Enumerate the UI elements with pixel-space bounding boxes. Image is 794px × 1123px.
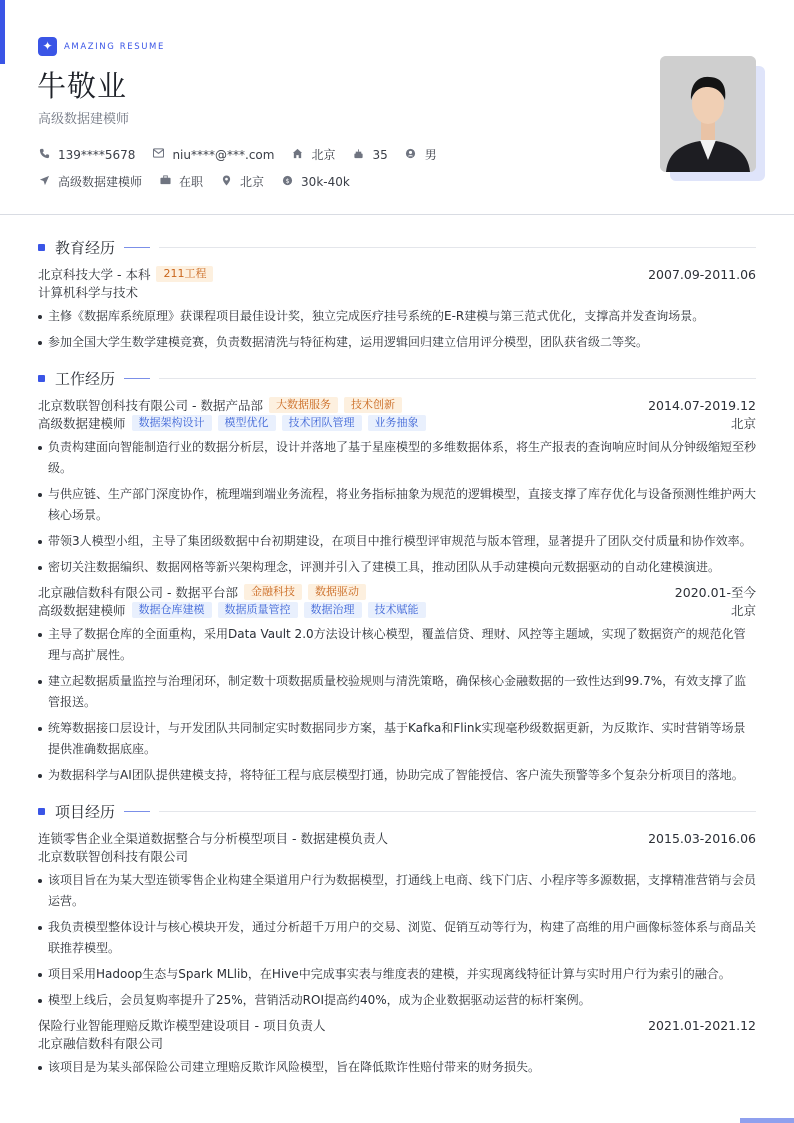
project-company: 北京融信数科有限公司 bbox=[38, 1036, 164, 1051]
phone-text: 139****5678 bbox=[58, 147, 136, 162]
mail-icon bbox=[152, 148, 164, 161]
skill-tag: 数据仓库建模 bbox=[132, 602, 212, 618]
cake-icon bbox=[352, 148, 364, 162]
role-name: 高级数据建模师 bbox=[38, 603, 126, 618]
section-title: 工作经历 bbox=[55, 369, 116, 388]
section-divider bbox=[159, 811, 756, 812]
project-company-row bbox=[38, 1034, 756, 1052]
project-name: 保险行业智能理赔反欺诈模型建设项目 - 项目负责人 bbox=[38, 1018, 326, 1033]
list-item: 为数据科学与AI团队提供建模支持，将特征工程与底层模型打通，协助完成了智能授信、客户流失预警等多个复杂分析项目的落地。 bbox=[38, 765, 756, 786]
money-icon bbox=[281, 175, 293, 189]
company-row bbox=[38, 396, 756, 414]
briefcase-icon bbox=[159, 175, 171, 188]
list-item: 该项目是为某头部保险公司建立理赔反欺诈风险模型，旨在降低欺诈性赔付带来的财务损失。 bbox=[38, 1057, 756, 1078]
home-info bbox=[291, 146, 335, 163]
list-item: 模型上线后，会员复购率提升了25%，营销活动ROI提高约40%，成为企业数据驱动运营的标杆案例。 bbox=[38, 990, 756, 1011]
job-entry bbox=[38, 583, 756, 786]
brand-text: AMAZING RESUME bbox=[64, 41, 165, 52]
list-item: 主修《数据库系统原理》获课程项目最佳设计奖，独立完成医疗挂号系统的E-R建模与第三范式优化，支撑高并发查询场景。 bbox=[38, 306, 756, 327]
project-date: 2021.01-2021.12 bbox=[648, 1017, 756, 1033]
list-item: 建立起数据质量监控与治理闭环，制定数十项数据质量校验规则与清洗策略，确保核心金融数据的一致性达到99.7%，有效支撑了监管报送。 bbox=[38, 671, 756, 713]
project-entry bbox=[38, 829, 756, 1011]
role-name: 高级数据建模师 bbox=[38, 416, 126, 431]
home-icon bbox=[291, 148, 303, 162]
job-bullets bbox=[38, 437, 756, 578]
list-item: 与供应链、生产部门深度协作，梳理端到端业务流程，将业务指标抽象为规范的逻辑模型，直接支撑了库存优化与设备预测性维护两大核心场景。 bbox=[38, 484, 756, 526]
skill-tag: 数据架构设计 bbox=[132, 415, 212, 431]
major-row bbox=[38, 283, 756, 301]
company-row bbox=[38, 583, 756, 601]
age-info bbox=[352, 148, 387, 162]
brand bbox=[38, 37, 165, 56]
section-dash bbox=[124, 247, 150, 248]
company-tag: 大数据服务 bbox=[269, 397, 338, 413]
target-role-info bbox=[38, 173, 142, 190]
phone-icon bbox=[38, 148, 50, 162]
education-date: 2007.09-2011.06 bbox=[648, 266, 756, 282]
job-date: 2014.07-2019.12 bbox=[648, 397, 756, 413]
list-item: 主导了数据仓库的全面重构，采用Data Vault 2.0方法设计核心模型，覆盖信贷、理财、风控等主题域，实现了数据资产的规范化管理与高扩展性。 bbox=[38, 624, 756, 666]
skill-tag: 数据质量管控 bbox=[218, 602, 298, 618]
list-item: 密切关注数据编织、数据网格等新兴架构理念，评测并引入了建模工具，推动团队从手动建模向元数据驱动的自动化建模演进。 bbox=[38, 557, 756, 578]
project-date: 2015.03-2016.06 bbox=[648, 830, 756, 846]
section-marker bbox=[38, 375, 45, 382]
list-item: 项目采用Hadoop生态与Spark MLlib，在Hive中完成事实表与维度表的建模，并实现离线特征计算与实时用户行为索引的融合。 bbox=[38, 964, 756, 985]
contact-row bbox=[38, 146, 454, 163]
salary-info bbox=[281, 175, 350, 189]
education-section bbox=[38, 237, 756, 358]
job-city: 北京 bbox=[730, 416, 756, 431]
job-intent-row bbox=[38, 173, 367, 190]
work-section bbox=[38, 368, 756, 791]
job-bullets bbox=[38, 624, 756, 786]
gender-text: 男 bbox=[424, 148, 437, 162]
project-company-row bbox=[38, 847, 756, 865]
section-header bbox=[38, 237, 756, 257]
list-item: 负责构建面向智能制造行业的数据分析层，设计并落地了基于星座模型的多维数据体系，将生产报表的查询响应时间从分钟级缩短至秒级。 bbox=[38, 437, 756, 479]
section-divider bbox=[159, 247, 756, 248]
list-item: 参加全国大学生数学建模竞赛，负责数据清洗与特征构建，运用逻辑回归建立信用评分模型，团队获省级二等奖。 bbox=[38, 332, 756, 353]
project-section bbox=[38, 801, 756, 1083]
company-tag: 数据驱动 bbox=[308, 584, 366, 600]
company-tag: 金融科技 bbox=[244, 584, 302, 600]
footer-accent bbox=[740, 1118, 794, 1123]
project-bullets bbox=[38, 1057, 756, 1078]
project-company: 北京数联智创科技有限公司 bbox=[38, 849, 189, 864]
section-header bbox=[38, 801, 756, 821]
section-divider bbox=[159, 378, 756, 379]
project-row bbox=[38, 1016, 756, 1034]
list-item: 统筹数据接口层设计，与开发团队共同制定实时数据同步方案，基于Kafka和Flink实现毫秒级数据更新，为反欺诈、实时营销等场景提供准确数据底座。 bbox=[38, 718, 756, 760]
major: 计算机科学与技术 bbox=[38, 285, 139, 300]
project-entry bbox=[38, 1016, 756, 1078]
skill-tag: 模型优化 bbox=[218, 415, 276, 431]
resume-header bbox=[0, 0, 794, 215]
project-row bbox=[38, 829, 756, 847]
location-info bbox=[220, 173, 264, 190]
age-text: 35 bbox=[372, 147, 388, 162]
candidate-name: 牛敬业 bbox=[37, 69, 128, 103]
skill-tag: 数据治理 bbox=[304, 602, 362, 618]
company-tag: 技术创新 bbox=[344, 397, 402, 413]
email-info bbox=[152, 148, 274, 162]
project-name: 连锁零售企业全渠道数据整合与分析模型项目 - 数据建模负责人 bbox=[38, 831, 388, 846]
user-circle-icon bbox=[405, 148, 417, 162]
school-name: 北京科技大学 - 本科 bbox=[38, 267, 151, 282]
list-item: 带领3人模型小组，主导了集团级数据中台初期建设，在项目中推行模型评审规范与版本管理，显著提升了团队交付质量和协作效率。 bbox=[38, 531, 756, 552]
list-item: 我负责模型整体设计与核心模块开发，通过分析超千万用户的交易、浏览、促销互动等行为，构建了高维的用户画像标签体系与商品关联推荐模型。 bbox=[38, 917, 756, 959]
education-entry bbox=[38, 265, 756, 353]
role-row bbox=[38, 414, 756, 432]
salary-text: 30k-40k bbox=[301, 174, 350, 189]
svg-text:$: $ bbox=[285, 176, 290, 185]
skill-tag: 技术赋能 bbox=[368, 602, 426, 618]
status-text: 在职 bbox=[179, 175, 204, 189]
avatar bbox=[660, 56, 756, 172]
job-entry bbox=[38, 396, 756, 578]
role-row bbox=[38, 601, 756, 619]
section-title: 教育经历 bbox=[55, 238, 116, 257]
section-marker bbox=[38, 244, 45, 251]
job-city: 北京 bbox=[730, 603, 756, 618]
section-title: 项目经历 bbox=[55, 802, 116, 821]
email-text: niu****@***.com bbox=[172, 147, 275, 162]
section-dash bbox=[124, 811, 150, 812]
sparkle-icon: ✦ bbox=[38, 37, 57, 56]
send-icon bbox=[38, 175, 50, 189]
list-item: 该项目旨在为某大型连锁零售企业构建全渠道用户行为数据模型，打通线上电商、线下门店、小程序等多源数据，支撑精准营销与会员运营。 bbox=[38, 870, 756, 912]
school-tag: 211工程 bbox=[156, 266, 213, 282]
location-text: 北京 bbox=[240, 175, 265, 189]
education-bullets bbox=[38, 306, 756, 353]
target-role-text: 高级数据建模师 bbox=[58, 175, 143, 189]
job-date: 2020.01-至今 bbox=[674, 585, 756, 600]
school-row bbox=[38, 265, 756, 283]
project-bullets bbox=[38, 870, 756, 1011]
company-name: 北京数联智创科技有限公司 - 数据产品部 bbox=[38, 398, 263, 413]
company-name: 北京融信数科有限公司 - 数据平台部 bbox=[38, 585, 238, 600]
skill-tag: 业务抽象 bbox=[368, 415, 426, 431]
candidate-title: 高级数据建模师 bbox=[38, 112, 130, 127]
section-marker bbox=[38, 808, 45, 815]
phone-info bbox=[38, 148, 135, 162]
home-text: 北京 bbox=[311, 148, 336, 162]
status-info bbox=[159, 173, 203, 190]
section-header bbox=[38, 368, 756, 388]
gender-info bbox=[405, 146, 437, 163]
location-pin-icon bbox=[220, 175, 232, 189]
section-dash bbox=[124, 378, 150, 379]
skill-tag: 技术团队管理 bbox=[282, 415, 362, 431]
